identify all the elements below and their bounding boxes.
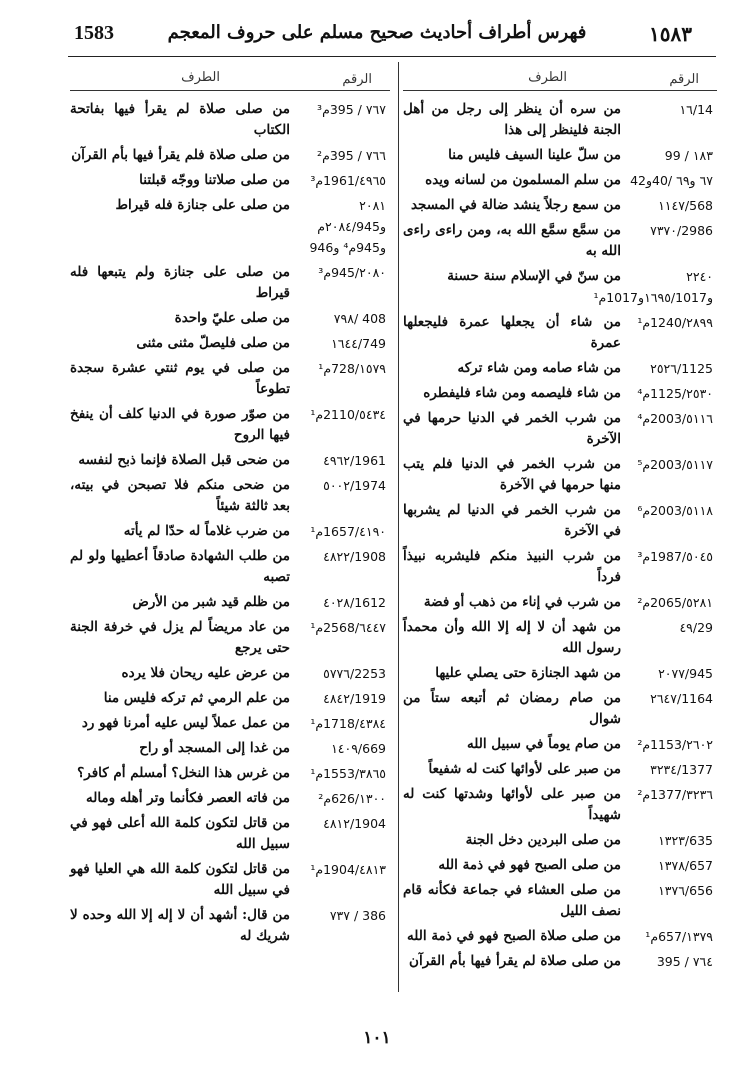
entry-number: 1377/٣٢٣٤: [650, 762, 713, 777]
entry-phrase: من ضحى قبل الصلاة فإنما ذبح لنفسه: [78, 452, 290, 468]
entry-number: ٤٩٦٥/1961م³: [310, 173, 386, 188]
entry-number: 1125/٢٥٢٦: [650, 361, 713, 376]
entry-number: ٢٠٨١ و٢٠٨٤/945م و945م⁴ و946: [309, 198, 386, 255]
entry-phrase: من صلى صلاة الصبح فهو في ذمة الله: [407, 928, 621, 944]
entry-number: ٤٣٨٤/1718م¹: [310, 716, 386, 731]
page-header: [0, 0, 754, 56]
entry-number: ٦٧ و٦٩ /40و42: [630, 173, 713, 188]
index-entry: [403, 358, 717, 379]
left-entries: [70, 99, 390, 947]
entry-number: 29/٤٩: [679, 620, 713, 635]
entry-number: ٧٦٧ / 395م³: [317, 102, 386, 117]
entry-number: ٥٢٨١/2065م²: [637, 595, 713, 610]
entry-number: ٥١١٧/2003م⁵: [637, 457, 713, 472]
index-entry: [70, 521, 390, 542]
index-entry: [403, 145, 717, 166]
entry-number: ٢٢٤٠ و١٦٩٥/1017و1017م¹: [593, 269, 713, 305]
header-rule: [68, 56, 716, 57]
index-entry: [70, 308, 390, 329]
index-entry: [70, 546, 390, 588]
entry-phrase: من صلى على جنازة ولم يتبعها فله قيراط: [70, 264, 290, 301]
entry-number: ٢٥٣٠/1125م⁴: [637, 386, 713, 401]
entry-phrase: من طلب الشهادة صادقاً أعطيها ولو لم تصبه: [70, 548, 290, 585]
right-column: [403, 62, 717, 976]
entry-phrase: من سنّ في الإسلام سنة حسنة: [447, 268, 621, 284]
entry-number: 1961/٤٩٦٢: [323, 453, 386, 468]
entry-number: 657/١٣٧٨: [658, 858, 713, 873]
entry-phrase: من سره أن ينظر إلى رجل من أهل الجنة فلينظر إلى هذا: [403, 101, 621, 138]
entry-phrase: من ضحى منكم فلا تصبحن في بيته، بعد ثالثة شيئاً: [70, 477, 290, 514]
index-entry: [403, 546, 717, 588]
index-entry: [70, 738, 390, 759]
index-entry: [70, 145, 390, 166]
entry-phrase: من عرض عليه ريحان فلا يرده: [121, 665, 290, 681]
entry-phrase: من شرب النبيذ منكم فليشربه نبيذاً فرداً: [403, 548, 621, 585]
entry-number: ٧٦٤ / 395: [656, 954, 713, 969]
entry-phrase: من ضرب غلاماً له حدّا لم يأته: [123, 523, 290, 539]
entry-number: 2253/٥٧٧٦: [323, 666, 386, 681]
right-column-header: [403, 62, 717, 91]
entry-number: 656/١٣٧٦: [658, 883, 713, 898]
entry-number: ٢٠٨٠/945م³: [318, 265, 386, 280]
entry-number: ٥٠٤٥/1987م³: [637, 549, 713, 564]
entry-number: ٥١١٦/2003م⁴: [637, 411, 713, 426]
entry-number: ١٣٧٩/657م¹: [645, 929, 713, 944]
entry-number: 2986/٧٣٧٠: [650, 223, 713, 238]
index-entry: [403, 195, 717, 216]
entry-number: ١٥٧٩/728م¹: [318, 361, 386, 376]
index-entry: [70, 450, 390, 471]
entry-number: ٦٤٤٧/2568م¹: [310, 620, 386, 635]
phrase-header: الطرف: [181, 70, 220, 85]
entry-phrase: من علم الرمي ثم تركه فليس منا: [103, 690, 290, 706]
footer-page-number: ١٠١: [363, 1028, 391, 1048]
entry-phrase: من قاتل لتكون كلمة الله أعلى فهو في سبيل الله: [70, 815, 290, 852]
page-number-arabic: ١٥٨٣: [649, 22, 692, 46]
entry-phrase: من سلّ علينا السيف فليس منا: [448, 147, 621, 163]
entry-number: ٢٦٠٢/1153م²: [637, 737, 713, 752]
index-entry: [403, 592, 717, 613]
index-entry: [70, 262, 390, 304]
index-entry: [403, 220, 717, 262]
entry-number: ٤٨١٣/1904م¹: [310, 862, 386, 877]
entry-number: 386 / ٧٣٧: [329, 908, 386, 923]
entry-phrase: من فاته العصر فكأنما وتر أهله وماله: [85, 790, 290, 806]
entry-phrase: من غدا إلى المسجد أو راح: [139, 740, 290, 756]
index-entry: [403, 951, 717, 972]
entry-phrase: من شاء فليصمه ومن شاء فليفطره: [423, 385, 621, 401]
entry-number: 749/١٦٤٤: [331, 336, 386, 351]
entry-phrase: من سمَّع سمَّع الله به، ومن راءى راءى الله به: [403, 222, 621, 259]
index-entry: [70, 663, 390, 684]
index-entry: [403, 266, 717, 308]
entry-phrase: من شهد أن لا إله إلا الله وأن محمداً رسول الله: [403, 619, 621, 656]
entry-number: ٢٨٩٩/1240م¹: [637, 315, 713, 330]
entry-number: 1919/٤٨٤٢: [323, 691, 386, 706]
entry-number: ٥١١٨/2003م⁶: [637, 503, 713, 518]
entry-number: ٣٨٦٥/1553م¹: [310, 766, 386, 781]
entry-phrase: من عاد مريضاً لم يزل في خرفة الجنة حتى يرجع: [70, 619, 290, 656]
index-entry: [70, 788, 390, 809]
index-entry: [403, 784, 717, 826]
entry-phrase: من شرب الخمر في الدنيا فلم يتب منها حرمها في الآخرة: [403, 456, 621, 493]
entry-phrase: من غرس هذا النخل؟ أمسلم أم كافر؟: [77, 765, 290, 781]
index-entry: [70, 475, 390, 517]
entry-number: 1974/٥٠٠٢: [323, 478, 386, 493]
index-entry: [403, 170, 717, 191]
entry-number: ٥٤٣٤/2110م¹: [310, 407, 386, 422]
index-entry: [403, 663, 717, 684]
index-entry: [70, 333, 390, 354]
entry-number: 1612/٤٠٢٨: [323, 595, 386, 610]
entry-number: ٤١٩٠/1657م¹: [310, 524, 386, 539]
right-entries: [403, 99, 717, 972]
entry-phrase: من صلى صلاة فلم يقرأ فيها بأم القرآن: [71, 147, 290, 163]
index-entry: [403, 830, 717, 851]
entry-phrase: من صلى صلاتنا ووجّه قبلتنا: [139, 172, 290, 188]
entry-phrase: من صام رمضان ثم أتبعه ستاً من شوال: [403, 690, 621, 727]
index-entry: [403, 880, 717, 922]
index-entry: [70, 688, 390, 709]
entry-phrase: من شاء صامه ومن شاء تركه: [457, 360, 621, 376]
entry-phrase: من صبر على لأوائها وشدتها كنت له شهيداً: [403, 786, 621, 823]
page-title: فهرس أطراف أحاديث صحيح مسلم على حروف المعجم: [167, 22, 587, 43]
entry-number: ٧٦٦ / 395م²: [317, 148, 386, 163]
index-entry: [403, 454, 717, 496]
entry-number: 1904/٤٨١٢: [323, 816, 386, 831]
phrase-header: الطرف: [528, 70, 567, 85]
left-column-header: [70, 62, 390, 91]
entry-phrase: من شاء أن يجعلها عمرة فليجعلها عمرة: [403, 314, 621, 351]
index-entry: [70, 592, 390, 613]
left-column: [70, 62, 390, 951]
entry-phrase: من شهد الجنازة حتى يصلي عليها: [435, 665, 621, 681]
index-entry: [70, 195, 390, 258]
column-divider: [398, 62, 399, 992]
entry-phrase: من صوّر صورة في الدنيا كلف أن ينفخ فيها الروح: [70, 406, 290, 443]
entry-number: 945/٢٠٧٧: [658, 666, 713, 681]
index-entry: [70, 170, 390, 191]
entry-number: 635/١٣٢٣: [658, 833, 713, 848]
entry-number: 408 /٧٩٨: [333, 311, 386, 326]
entry-phrase: من صلى صلاة لم يقرأ فيها بفاتحة الكتاب: [70, 101, 290, 138]
entry-phrase: من صبر على لأوائها كنت له شفيعاً: [428, 761, 621, 777]
index-entry: [70, 99, 390, 141]
index-entry: [403, 99, 717, 141]
index-entry: [70, 404, 390, 446]
index-entry: [403, 688, 717, 730]
entry-number: 1908/٤٨٢٢: [323, 549, 386, 564]
entry-number: 1164/٢٦٤٧: [650, 691, 713, 706]
index-entry: [403, 408, 717, 450]
number-header: الرقم: [342, 72, 372, 87]
entry-phrase: من شرب الخمر في الدنيا حرمها في الآخرة: [403, 410, 621, 447]
index-entry: [403, 926, 717, 947]
index-entry: [70, 617, 390, 659]
index-entry: [403, 759, 717, 780]
entry-phrase: من صلى على جنازة فله قيراط: [115, 197, 290, 213]
entry-phrase: من صلى عليّ واحدة: [174, 310, 290, 326]
index-entry: [70, 358, 390, 400]
index-entry: [70, 813, 390, 855]
entry-phrase: من ظلم قيد شبر من الأرض: [132, 594, 290, 610]
entry-phrase: من صلى فليصلّ مثنى مثنى: [136, 335, 290, 351]
entry-phrase: من صلى العشاء في جماعة فكأنه قام نصف الليل: [403, 882, 621, 919]
index-entry: [403, 734, 717, 755]
entry-phrase: من سلم المسلمون من لسانه ويده: [425, 172, 621, 188]
entry-number: 568/١١٤٧: [658, 198, 713, 213]
entry-number: ١٨٣ / 99: [664, 148, 713, 163]
entry-phrase: من شرب في إناء من ذهب أو فضة: [423, 594, 621, 610]
entry-number: ١٣٠٠/626م²: [318, 791, 386, 806]
entry-phrase: من عمل عملاً ليس عليه أمرنا فهو رد: [81, 715, 290, 731]
entry-phrase: من قال: أشهد أن لا إله إلا الله وحده لا شريك له: [70, 907, 290, 944]
entry-number: 669/١٤٠٩: [331, 741, 386, 756]
entry-phrase: من شرب الخمر في الدنيا لم يشربها في الآخرة: [403, 502, 621, 539]
index-entry: [70, 859, 390, 901]
entry-phrase: من صلى الصبح فهو في ذمة الله: [438, 857, 621, 873]
entry-phrase: من صام يوماً في سبيل الله: [467, 736, 621, 752]
index-entry: [403, 855, 717, 876]
index-entry: [70, 905, 390, 947]
entry-phrase: من صلى في يوم ثنتي عشرة سجدة تطوعاً: [70, 360, 290, 397]
entry-phrase: من صلى صلاة لم يقرأ فيها بأم القرآن: [409, 953, 621, 969]
entry-phrase: من صلى البردين دخل الجنة: [465, 832, 621, 848]
index-entry: [403, 617, 717, 659]
entry-phrase: من سمع رجلاً ينشد ضالة في المسجد: [410, 197, 621, 213]
index-entry: [403, 383, 717, 404]
number-header: الرقم: [669, 72, 699, 87]
index-entry: [70, 713, 390, 734]
page-number-latin: 1583: [74, 22, 114, 44]
entry-number: ٣٢٣٦/1377م²: [637, 787, 713, 802]
index-entry: [70, 763, 390, 784]
entry-phrase: من قاتل لتكون كلمة الله هي العليا فهو في سبيل الله: [70, 861, 290, 898]
entry-number: 14/١٦: [679, 102, 713, 117]
index-entry: [403, 500, 717, 542]
index-entry: [403, 312, 717, 354]
